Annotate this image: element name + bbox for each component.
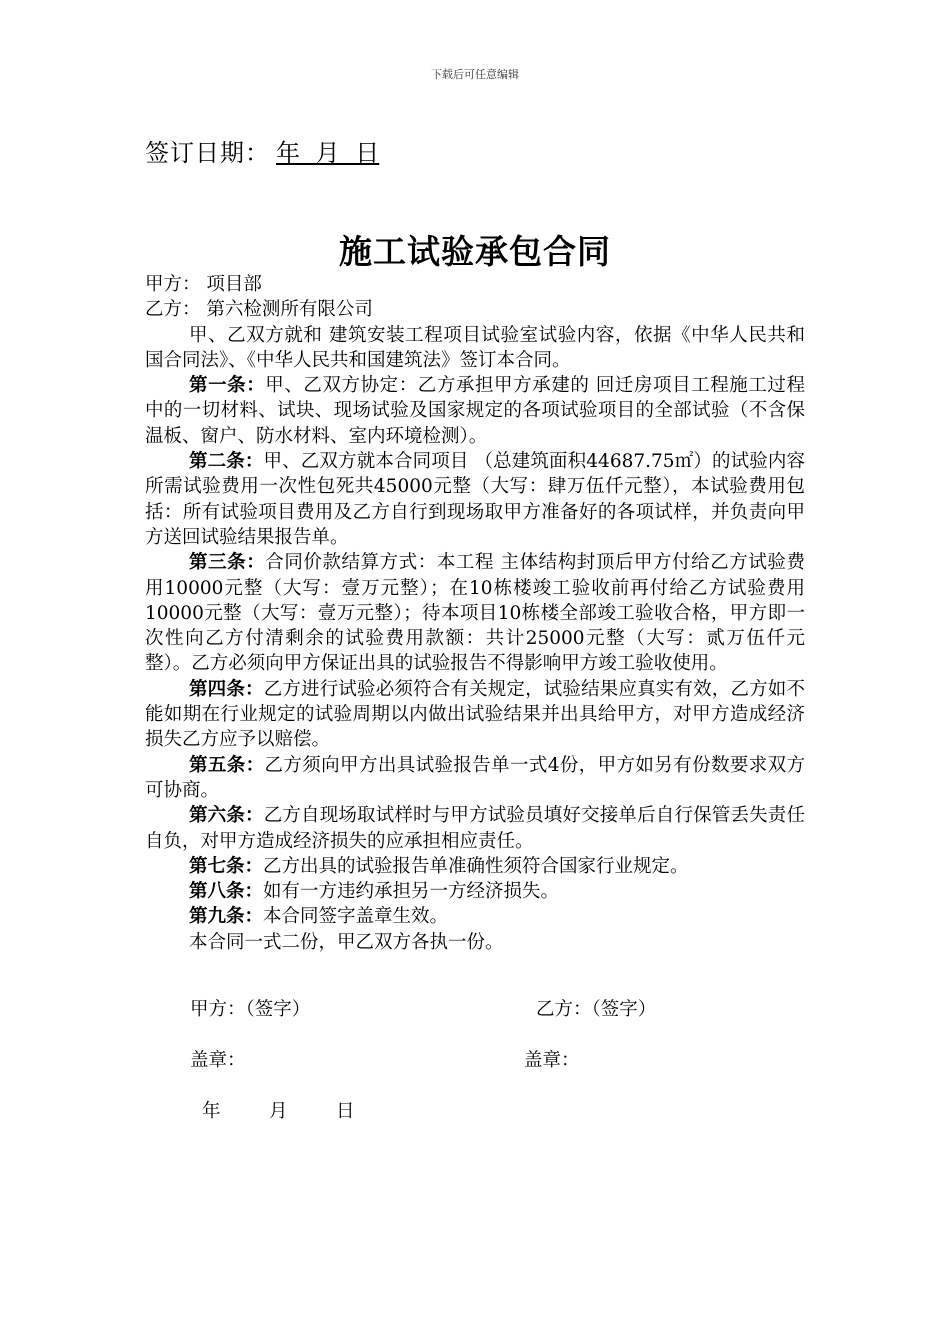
clause-3-text: 合同价款结算方式：本工程 主体结构封顶后甲方付给乙方试验费用10000元整（大写：壹万元整）；在10栋楼竣工验收前再付给乙方试验费用10000元整（大写：壹万元整）；待本项目10栋楼全部竣工验收合格，甲方即一次性向乙方付清剩余的试验费用款额：共计25000元整（大写：贰万伍仟元整）。乙方必须向甲方保证出具的试验报告不得影响甲方竣工验收使用。 bbox=[145, 552, 805, 675]
clause-6-title: 第六条： bbox=[189, 805, 264, 827]
date-year: 年 bbox=[202, 1101, 221, 1122]
clause-2-title: 第二条： bbox=[189, 451, 264, 473]
clause-1 bbox=[145, 373, 805, 449]
clause-8 bbox=[145, 879, 805, 904]
clause-9 bbox=[145, 904, 805, 929]
clause-7-text: 乙方出具的试验报告单准确性须符合国家行业规定。 bbox=[263, 855, 689, 877]
clause-1-title: 第一条： bbox=[189, 375, 266, 397]
clause-8-text: 如有一方违约承担另一方经济损失。 bbox=[263, 881, 560, 903]
clause-6 bbox=[145, 803, 805, 854]
party-a-signature: 甲方：（签字） bbox=[190, 999, 311, 1020]
clause-5-title: 第五条： bbox=[189, 754, 265, 776]
party-a-seal: 盖章： bbox=[190, 1050, 246, 1071]
clause-4-title: 第四条： bbox=[189, 678, 264, 700]
party-b-seal: 盖章： bbox=[524, 1050, 580, 1071]
clause-1-text: 甲、乙双方协定：乙方承担甲方承建的 回迁房项目工程施工过程中的一切材料、试块、现场试验及国家规定的各项试验项目的全部试验（不含保温板、窗户、防水材料、室内环境检测）。 bbox=[145, 375, 805, 447]
sign-date bbox=[145, 133, 379, 168]
clause-9-title: 第九条： bbox=[189, 906, 264, 928]
clause-4-text: 乙方进行试验必须符合有关规定，试验结果应真实有效，乙方如不能如期在行业规定的试验周期以内做出试验结果并出具给甲方，对甲方造成经济损失乙方应予以赔偿。 bbox=[145, 678, 805, 751]
clause-8-title: 第八条： bbox=[189, 881, 264, 903]
signature-date-row bbox=[190, 1097, 810, 1123]
contract-body bbox=[145, 272, 805, 955]
party-b: 乙方： 第六检测所有限公司 bbox=[145, 299, 373, 321]
document-title: 施工试验承包合同 bbox=[339, 232, 611, 271]
clause-2 bbox=[145, 449, 805, 550]
party-a: 甲方： 项目部 bbox=[145, 274, 262, 295]
clause-5 bbox=[145, 753, 805, 804]
date-month: 月 bbox=[269, 1101, 288, 1122]
sign-date-label: 签订日期： bbox=[145, 139, 270, 167]
clause-3 bbox=[145, 550, 805, 676]
clause-9-text: 本合同签字盖章生效。 bbox=[263, 906, 449, 928]
clause-4 bbox=[145, 677, 805, 753]
date-day: 日 bbox=[336, 1101, 355, 1122]
clause-2-text: 甲、乙双方就本合同项目 （总建筑面积44687.75㎡）的试验内容所需试验费用一次性包死共45000元整（大写：肆万伍仟元整），本试验费用包括：所有试验项目费用及乙方自行到现场取甲方准备好的各项试样，并负责向甲方送回试验结果报告单。 bbox=[145, 451, 805, 548]
sign-date-value: 年 月 日 bbox=[276, 139, 380, 167]
clause-3-title: 第三条： bbox=[189, 552, 266, 574]
clause-5-text: 乙方须向甲方出具试验报告单一式4份，甲方如另有份数要求双方可协商。 bbox=[145, 754, 805, 801]
party-b-signature: 乙方：（签字） bbox=[536, 999, 657, 1020]
clause-7 bbox=[145, 854, 805, 879]
signature-row bbox=[190, 995, 810, 1021]
closing-paragraph: 本合同一式二份，甲乙双方各执一份。 bbox=[189, 931, 504, 953]
intro-paragraph: 甲、乙双方就和 建筑安装工程项目试验室试验内容，依据《中华人民共和国合同法》、《中华人民共和国建筑法》签订本合同。 bbox=[145, 324, 805, 371]
clause-6-text: 乙方自现场取试样时与甲方试验员填好交接单后自行保管丢失责任自负，对甲方造成经济损失的应承担相应责任。 bbox=[145, 805, 805, 852]
header-note: 下载后可任意编辑 bbox=[431, 68, 519, 81]
clause-7-title: 第七条： bbox=[189, 855, 264, 877]
seal-row bbox=[190, 1046, 810, 1072]
